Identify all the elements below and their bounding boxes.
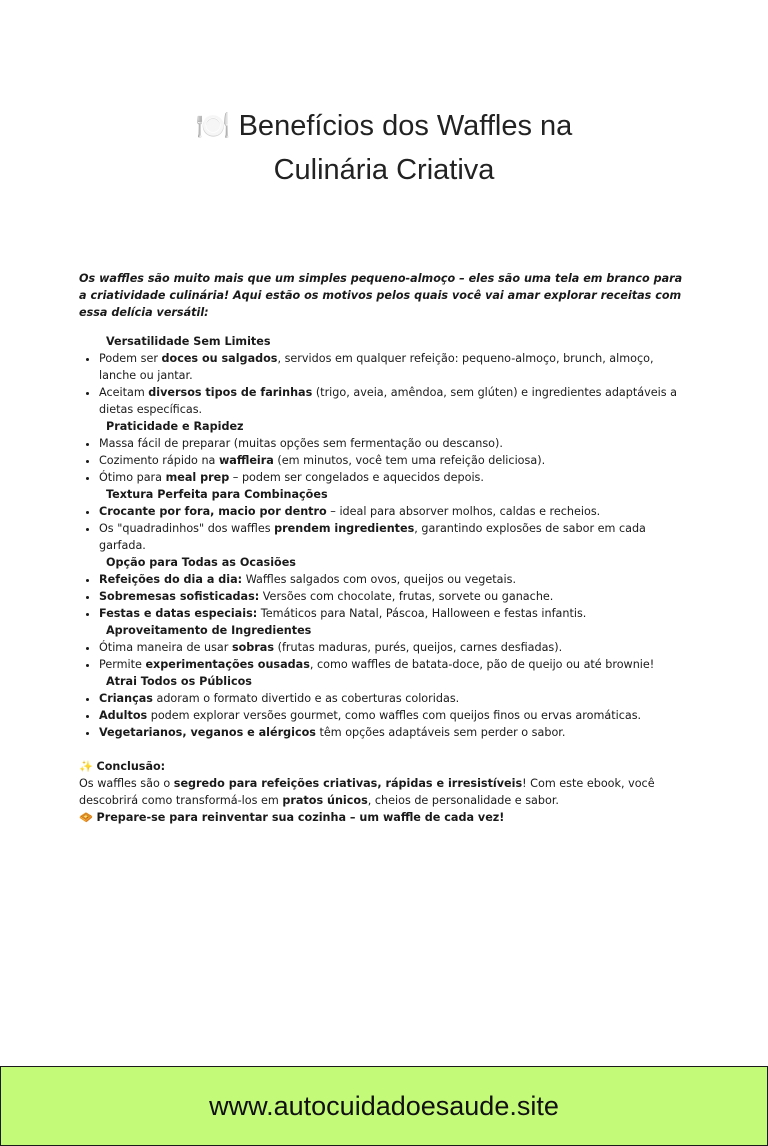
sparkles-icon: ✨ xyxy=(79,760,93,773)
list-item: • Os "quadradinhos" dos waffles prendem ingredientes, garantindo explosões de sabor em cada garfada. xyxy=(99,520,691,554)
conclusion-cta: 🧇 Prepare-se para reinventar sua cozinha – um waffle de cada vez! xyxy=(79,811,505,824)
section-list xyxy=(79,503,691,554)
conclusion-text: Os waffles são o segredo para refeições criativas, rápidas e irresistíveis! Com este ebook, você descobrirá como transformá-los em pratos únicos, cheios de personalidade e sabor. xyxy=(79,777,655,807)
section-list xyxy=(79,571,691,622)
section-title: Praticidade e Rapidez xyxy=(106,420,244,433)
footer-url[interactable]: www.autocuidadoesaude.site xyxy=(209,1090,559,1121)
list-item: • Refeições do dia a dia: Waffles salgados com ovos, queijos ou vegetais. xyxy=(99,571,691,588)
list-item: • Ótimo para meal prep – podem ser congelados e aquecidos depois. xyxy=(99,469,691,486)
section-title: Atrai Todos os Públicos xyxy=(106,675,252,688)
section-title: Textura Perfeita para Combinações xyxy=(106,488,328,501)
list-item: • Crocante por fora, macio por dentro – ideal para absorver molhos, caldas e recheios. xyxy=(99,503,691,520)
conclusion xyxy=(79,758,691,826)
list-item: • Ótima maneira de usar sobras (frutas maduras, purés, queijos, carnes desfiadas). xyxy=(99,639,691,656)
list-item: • Aceitam diversos tipos de farinhas (trigo, aveia, amêndoa, sem glúten) e ingredientes adaptáveis a dietas específicas. xyxy=(99,384,691,418)
intro-paragraph: Os waffles são muito mais que um simples pequeno-almoço – eles são uma tela em branco para a criatividade culinária! Aqui estão os motivos pelos quais você vai amar explorar receitas com essa delícia versátil: xyxy=(79,272,683,319)
list-item: • Crianças adoram o formato divertido e as coberturas coloridas. xyxy=(99,690,691,707)
conclusion-heading: ✨ Conclusão: xyxy=(79,760,166,773)
section-title: Aproveitamento de Ingredientes xyxy=(106,624,312,637)
list-item: • Adultos podem explorar versões gourmet, como waffles com queijos finos ou ervas aromáticas. xyxy=(99,707,691,724)
section-title: Opção para Todas as Ocasiões xyxy=(106,556,296,569)
section-list xyxy=(79,690,691,741)
list-item: • Sobremesas sofisticadas: Versões com chocolate, frutas, sorvete ou ganache. xyxy=(99,588,691,605)
main-content xyxy=(79,270,691,826)
list-item: • Permite experimentações ousadas, como waffles de batata-doce, pão de queijo ou até brownie! xyxy=(99,656,691,673)
list-item: • Festas e datas especiais: Temáticos para Natal, Páscoa, Halloween e festas infantis. xyxy=(99,605,691,622)
section-title: Versatilidade Sem Limites xyxy=(106,335,271,348)
page-title xyxy=(0,104,768,192)
title-line-1: Benefícios dos Waffles na xyxy=(238,110,573,142)
section-list xyxy=(79,639,691,673)
plate-with-cutlery-icon: 🍽️ xyxy=(195,110,231,141)
section-list xyxy=(79,350,691,418)
waffle-icon: 🧇 xyxy=(79,811,93,824)
footer-banner xyxy=(0,1066,768,1146)
list-item: • Cozimento rápido na waffleira (em minutos, você tem uma refeição deliciosa). xyxy=(99,452,691,469)
title-line-2: Culinária Criativa xyxy=(273,154,495,186)
list-item: • Vegetarianos, veganos e alérgicos têm opções adaptáveis sem perder o sabor. xyxy=(99,724,691,741)
list-item: • Podem ser doces ou salgados, servidos em qualquer refeição: pequeno-almoço, brunch, almoço, lanche ou jantar. xyxy=(99,350,691,384)
section-list xyxy=(79,435,691,486)
list-item: • Massa fácil de preparar (muitas opções sem fermentação ou descanso). xyxy=(99,435,691,452)
